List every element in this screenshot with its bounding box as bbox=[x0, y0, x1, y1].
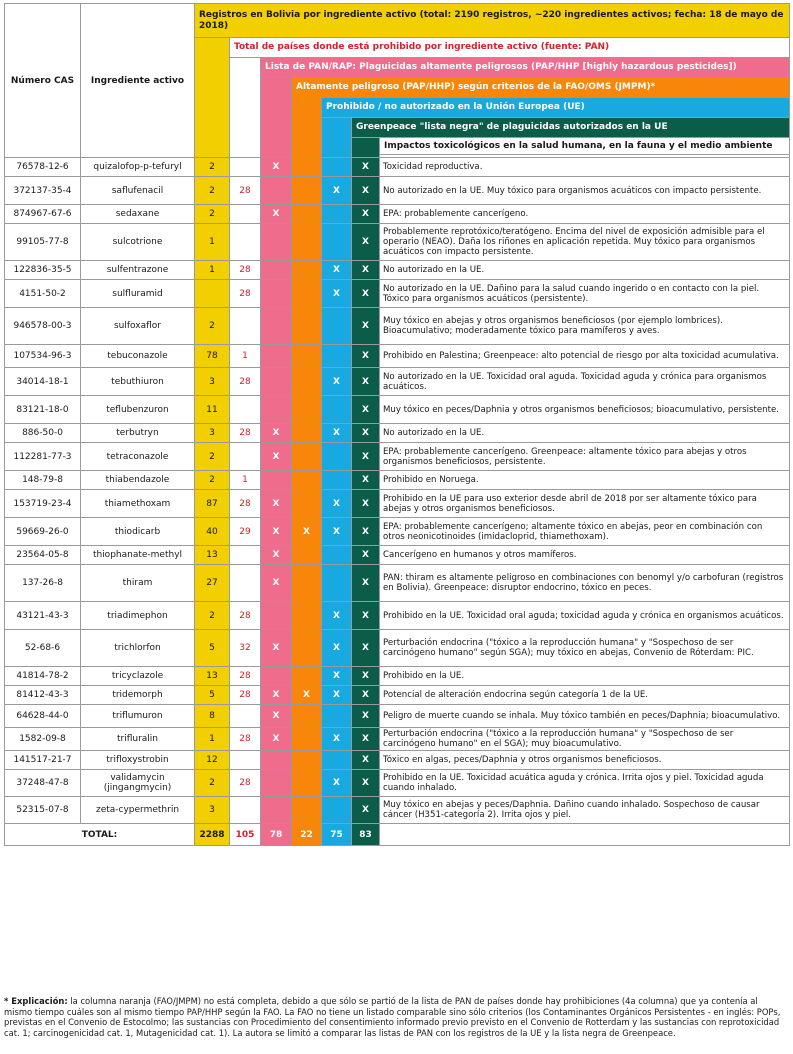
cell-ing: triflumuron bbox=[81, 705, 195, 728]
cell-cas: 81412-43-3 bbox=[5, 686, 81, 705]
cell-eu bbox=[322, 471, 352, 490]
cell-eu bbox=[322, 396, 352, 424]
cell-pro bbox=[230, 158, 261, 177]
cell-gp: X bbox=[352, 751, 380, 770]
cell-imp: Toxicidad reproductiva. bbox=[380, 158, 790, 177]
cell-pan: X bbox=[261, 565, 292, 602]
cell-cas: 41814-78-2 bbox=[5, 667, 81, 686]
cell-pan bbox=[261, 308, 292, 345]
cell-jmp bbox=[292, 368, 322, 396]
cell-pro: 28 bbox=[230, 602, 261, 630]
cell-pan: X bbox=[261, 443, 292, 471]
cell-imp: No autorizado en la UE. bbox=[380, 261, 790, 280]
total-pan: 78 bbox=[261, 824, 292, 846]
cell-eu bbox=[322, 546, 352, 565]
cell-ing: sedaxane bbox=[81, 205, 195, 224]
cell-jmp bbox=[292, 261, 322, 280]
cell-jmp bbox=[292, 770, 322, 797]
cell-pro: 28 bbox=[230, 261, 261, 280]
cell-cas: 886-50-0 bbox=[5, 424, 81, 443]
total-eu: 75 bbox=[322, 824, 352, 846]
cell-imp: EPA: probablemente cancerígeno. bbox=[380, 205, 790, 224]
cell-pro: 28 bbox=[230, 770, 261, 797]
cell-gp: X bbox=[352, 602, 380, 630]
cell-eu bbox=[322, 308, 352, 345]
cell-cas: 52315-07-8 bbox=[5, 797, 81, 824]
cell-imp: Muy tóxico en abejas y otros organismos beneficiosos (por ejemplo lombrices). Bioacumulativo; moderadamente tóxico para mamíferos y aves. bbox=[380, 308, 790, 345]
cell-imp: PAN: thiram es altamente peligroso en combinaciones con benomyl y/o carbofuran (registros en Bolivia). Greenpeace: disruptor endocrino, tóxico en peces. bbox=[380, 565, 790, 602]
cell-pan: X bbox=[261, 205, 292, 224]
header-ingredient: Ingrediente activo bbox=[81, 4, 195, 158]
cell-eu: X bbox=[322, 518, 352, 546]
cell-ing: thiamethoxam bbox=[81, 490, 195, 518]
table-row bbox=[5, 630, 790, 667]
cell-pan: X bbox=[261, 518, 292, 546]
cell-reg: 2 bbox=[195, 471, 230, 490]
table-row bbox=[5, 797, 790, 824]
cell-reg: 2 bbox=[195, 308, 230, 345]
cell-jmp bbox=[292, 280, 322, 308]
table-row bbox=[5, 345, 790, 368]
cell-eu bbox=[322, 797, 352, 824]
header-impactos: Impactos toxicológicos en la salud humana, en la fauna y el medio ambiente bbox=[380, 138, 790, 155]
table-row bbox=[5, 751, 790, 770]
cell-pan: X bbox=[261, 490, 292, 518]
cell-pan: X bbox=[261, 705, 292, 728]
cell-pro bbox=[230, 308, 261, 345]
cell-cas: 1582-09-8 bbox=[5, 728, 81, 751]
cell-pro bbox=[230, 224, 261, 261]
cell-jmp bbox=[292, 602, 322, 630]
cell-pan: X bbox=[261, 158, 292, 177]
cell-ing: sulcotrione bbox=[81, 224, 195, 261]
cell-ing: trifloxystrobin bbox=[81, 751, 195, 770]
cell-eu bbox=[322, 443, 352, 471]
cell-jmp bbox=[292, 158, 322, 177]
cell-pan: X bbox=[261, 424, 292, 443]
cell-ing: tebuconazole bbox=[81, 345, 195, 368]
cell-pro: 28 bbox=[230, 368, 261, 396]
cell-reg: 2 bbox=[195, 770, 230, 797]
cell-cas: 43121-43-3 bbox=[5, 602, 81, 630]
cell-pro bbox=[230, 205, 261, 224]
cell-ing: tridemorph bbox=[81, 686, 195, 705]
cell-cas: 107534-96-3 bbox=[5, 345, 81, 368]
table-row bbox=[5, 158, 790, 177]
cell-jmp bbox=[292, 424, 322, 443]
cell-jmp bbox=[292, 205, 322, 224]
cell-reg: 2 bbox=[195, 602, 230, 630]
cell-cas: 99105-77-8 bbox=[5, 224, 81, 261]
header-pan: Lista de PAN/RAP: Plaguicidas altamente peligrosos (PAP/HHP [highly hazardous pesticides]) bbox=[261, 58, 790, 78]
cell-gp: X bbox=[352, 177, 380, 205]
cell-gp: X bbox=[352, 546, 380, 565]
table-row bbox=[5, 565, 790, 602]
cell-gp: X bbox=[352, 396, 380, 424]
cell-imp: Prohibido en la UE. Toxicidad acuática aguda y crónica. Irrita ojos y piel. Toxicidad aguda cuando inhalado. bbox=[380, 770, 790, 797]
cell-cas: 148-79-8 bbox=[5, 471, 81, 490]
cell-reg: 3 bbox=[195, 368, 230, 396]
cell-imp: Muy tóxico en abejas y peces/Daphnia. Dañino cuando inhalado. Sospechoso de causar cáncer (H351-categoría 2). Irrita ojos y piel. bbox=[380, 797, 790, 824]
table-row bbox=[5, 224, 790, 261]
header-registros-column bbox=[195, 38, 230, 158]
cell-pan bbox=[261, 261, 292, 280]
cell-ing: teflubenzuron bbox=[81, 396, 195, 424]
cell-pan bbox=[261, 751, 292, 770]
cell-gp: X bbox=[352, 667, 380, 686]
cell-pro: 28 bbox=[230, 667, 261, 686]
cell-imp: Tóxico en algas, peces/Daphnia y otros organismos beneficiosos. bbox=[380, 751, 790, 770]
cell-gp: X bbox=[352, 368, 380, 396]
cell-ing: sulfoxaflor bbox=[81, 308, 195, 345]
cell-ing: saflufenacil bbox=[81, 177, 195, 205]
cell-pro: 1 bbox=[230, 471, 261, 490]
cell-jmp bbox=[292, 667, 322, 686]
cell-reg: 5 bbox=[195, 630, 230, 667]
cell-pro bbox=[230, 546, 261, 565]
cell-gp: X bbox=[352, 797, 380, 824]
cell-pan bbox=[261, 396, 292, 424]
total-jmp: 22 bbox=[292, 824, 322, 846]
cell-ing: thiram bbox=[81, 565, 195, 602]
cell-gp: X bbox=[352, 261, 380, 280]
table-row bbox=[5, 667, 790, 686]
cell-pro bbox=[230, 396, 261, 424]
cell-pro: 28 bbox=[230, 686, 261, 705]
cell-pro: 28 bbox=[230, 728, 261, 751]
cell-eu: X bbox=[322, 686, 352, 705]
table-row bbox=[5, 280, 790, 308]
explanation-text: la columna naranja (FAO/JMPM) no está completa, debido a que sólo se partió de la lista de PAN de países donde hay prohibiciones (4a columna) que ya contenía al mismo tiempo cuáles son al mismo tiempo PAP/HHP según la FAO. La FAO no tiene un listado comparable sino sólo criterios (los Contaminantes Orgánicos Persistentes - en inglés: POPs, previstas en el Convenio de Estocolmo; las sustancias con Procedimiento del consentimiento informado previo previsto en el Convenio de Rotterdam y las sustancias con reprotoxicidad cat. 1; carcinogenicidad cat. 1, Mutagenicidad cat. 1). La autora se limitó a comparar las listas de PAN con los registros de la UE y la lista negra de Greenpeace. bbox=[4, 996, 781, 1038]
cell-jmp bbox=[292, 396, 322, 424]
cell-pan: X bbox=[261, 728, 292, 751]
cell-jmp bbox=[292, 471, 322, 490]
cell-reg: 13 bbox=[195, 546, 230, 565]
table-row bbox=[5, 443, 790, 471]
cell-jmp bbox=[292, 308, 322, 345]
cell-pro bbox=[230, 705, 261, 728]
table-row bbox=[5, 705, 790, 728]
cell-cas: 23564-05-8 bbox=[5, 546, 81, 565]
cell-imp: Prohibido en Palestina; Greenpeace: alto potencial de riesgo por alta toxicidad acumulativa. bbox=[380, 345, 790, 368]
table-row bbox=[5, 602, 790, 630]
cell-gp: X bbox=[352, 345, 380, 368]
cell-gp: X bbox=[352, 280, 380, 308]
cell-pan bbox=[261, 224, 292, 261]
total-pro: 105 bbox=[230, 824, 261, 846]
cell-eu: X bbox=[322, 602, 352, 630]
cell-imp: Probablemente reprotóxico/teratógeno. Encima del nivel de exposición admisible para el operario (NEAO). Daña los riñones en aplicación repetida. Muy tóxico para organismos acuáticos con impacto persistente. bbox=[380, 224, 790, 261]
cell-jmp bbox=[292, 728, 322, 751]
cell-pro bbox=[230, 751, 261, 770]
cell-gp: X bbox=[352, 686, 380, 705]
cell-eu bbox=[322, 345, 352, 368]
cell-reg: 5 bbox=[195, 686, 230, 705]
total-reg: 2288 bbox=[195, 824, 230, 846]
table-row bbox=[5, 396, 790, 424]
cell-eu bbox=[322, 705, 352, 728]
table-row bbox=[5, 368, 790, 396]
cell-ing: terbutryn bbox=[81, 424, 195, 443]
cell-imp: No autorizado en la UE. Muy tóxico para organismos acuáticos con impacto persistente. bbox=[380, 177, 790, 205]
cell-imp: No autorizado en la UE. Toxicidad oral aguda. Toxicidad aguda y crónica para organismos acuáticos. bbox=[380, 368, 790, 396]
cell-eu: X bbox=[322, 770, 352, 797]
cell-ing: tricyclazole bbox=[81, 667, 195, 686]
table-row bbox=[5, 728, 790, 751]
cell-ing: validamycin (jingangmycin) bbox=[81, 770, 195, 797]
cell-pan bbox=[261, 770, 292, 797]
cell-gp: X bbox=[352, 630, 380, 667]
cell-eu bbox=[322, 158, 352, 177]
cell-gp: X bbox=[352, 770, 380, 797]
cell-pan bbox=[261, 667, 292, 686]
table-row bbox=[5, 308, 790, 345]
cell-reg: 11 bbox=[195, 396, 230, 424]
cell-eu bbox=[322, 565, 352, 602]
cell-imp: No autorizado en la UE. Dañino para la salud cuando ingerido o en contacto con la piel. Tóxico para organismos acuáticos (persistente). bbox=[380, 280, 790, 308]
cell-pan bbox=[261, 280, 292, 308]
cell-reg: 8 bbox=[195, 705, 230, 728]
cell-ing: trifluralin bbox=[81, 728, 195, 751]
cell-pan: X bbox=[261, 630, 292, 667]
header-greenpeace: Greenpeace "lista negra" de plaguicidas autorizados en la UE bbox=[352, 118, 790, 138]
total-row bbox=[5, 824, 790, 846]
header-jmpm: Altamente peligroso (PAP/HHP) según criterios de la FAO/OMS (JMPM)* bbox=[292, 78, 790, 98]
table-row bbox=[5, 205, 790, 224]
cell-ing: trichlorfon bbox=[81, 630, 195, 667]
cell-jmp bbox=[292, 345, 322, 368]
cell-reg: 1 bbox=[195, 261, 230, 280]
cell-jmp bbox=[292, 490, 322, 518]
cell-gp: X bbox=[352, 728, 380, 751]
cell-ing: sulfluramid bbox=[81, 280, 195, 308]
header-cas: Número CAS bbox=[5, 4, 81, 158]
cell-cas: 112281-77-3 bbox=[5, 443, 81, 471]
cell-gp: X bbox=[352, 443, 380, 471]
cell-cas: 76578-12-6 bbox=[5, 158, 81, 177]
header-prohibido-column bbox=[230, 58, 261, 158]
cell-gp: X bbox=[352, 308, 380, 345]
cell-cas: 122836-35-5 bbox=[5, 261, 81, 280]
cell-gp: X bbox=[352, 490, 380, 518]
pesticides-table bbox=[4, 3, 790, 846]
cell-cas: 141517-21-7 bbox=[5, 751, 81, 770]
cell-pan bbox=[261, 602, 292, 630]
cell-pan bbox=[261, 177, 292, 205]
cell-reg: 1 bbox=[195, 728, 230, 751]
cell-imp: Potencial de alteración endocrina según categoría 1 de la UE. bbox=[380, 686, 790, 705]
cell-jmp bbox=[292, 705, 322, 728]
cell-gp: X bbox=[352, 565, 380, 602]
cell-cas: 37248-47-8 bbox=[5, 770, 81, 797]
total-gp: 83 bbox=[352, 824, 380, 846]
cell-jmp bbox=[292, 797, 322, 824]
cell-pro bbox=[230, 443, 261, 471]
header-registros: Registros en Bolivia por ingrediente activo (total: 2190 registros, ~220 ingredientes activos; fecha: 18 de mayo de 2018) bbox=[195, 4, 790, 38]
cell-jmp bbox=[292, 751, 322, 770]
explanation-note bbox=[4, 996, 788, 1038]
cell-pro: 28 bbox=[230, 424, 261, 443]
cell-imp: Prohibido en la UE. bbox=[380, 667, 790, 686]
cell-gp: X bbox=[352, 424, 380, 443]
cell-jmp bbox=[292, 443, 322, 471]
cell-cas: 83121-18-0 bbox=[5, 396, 81, 424]
cell-gp: X bbox=[352, 518, 380, 546]
cell-gp: X bbox=[352, 705, 380, 728]
cell-jmp: X bbox=[292, 518, 322, 546]
cell-imp: Perturbación endocrina ("tóxico a la reproducción humana" y "Sospechoso de ser carcinógeno humano" en el SGA); muy bioacumulativo. bbox=[380, 728, 790, 751]
cell-pro: 28 bbox=[230, 280, 261, 308]
cell-ing: thiodicarb bbox=[81, 518, 195, 546]
cell-eu: X bbox=[322, 490, 352, 518]
header-ue: Prohibido / no autorizado en la Unión Europea (UE) bbox=[322, 98, 790, 118]
cell-reg: 78 bbox=[195, 345, 230, 368]
cell-cas: 4151-50-2 bbox=[5, 280, 81, 308]
cell-reg: 40 bbox=[195, 518, 230, 546]
cell-eu: X bbox=[322, 368, 352, 396]
cell-cas: 34014-18-1 bbox=[5, 368, 81, 396]
table-row bbox=[5, 518, 790, 546]
cell-eu bbox=[322, 751, 352, 770]
cell-reg: 2 bbox=[195, 205, 230, 224]
cell-imp: Peligro de muerte cuando se inhala. Muy tóxico también en peces/Daphnia; bioacumulativo. bbox=[380, 705, 790, 728]
table-row bbox=[5, 177, 790, 205]
cell-pan: X bbox=[261, 546, 292, 565]
cell-ing: zeta-cypermethrin bbox=[81, 797, 195, 824]
table-row bbox=[5, 424, 790, 443]
cell-jmp bbox=[292, 630, 322, 667]
table-row bbox=[5, 490, 790, 518]
cell-imp: Prohibido en la UE para uso exterior desde abril de 2018 por ser altamente tóxico para abejas y otros organismos beneficiosos. bbox=[380, 490, 790, 518]
total-label: TOTAL: bbox=[5, 824, 195, 846]
cell-cas: 946578-00-3 bbox=[5, 308, 81, 345]
cell-reg: 13 bbox=[195, 667, 230, 686]
header-greenpeace-column bbox=[352, 138, 380, 158]
cell-reg: 3 bbox=[195, 797, 230, 824]
cell-reg bbox=[195, 280, 230, 308]
cell-ing: triadimephon bbox=[81, 602, 195, 630]
explanation-lead: * Explicación: bbox=[4, 996, 68, 1006]
cell-eu: X bbox=[322, 261, 352, 280]
cell-imp: Prohibido en la UE. Toxicidad oral aguda; toxicidad aguda y crónica en organismos acuáticos. bbox=[380, 602, 790, 630]
cell-gp: X bbox=[352, 205, 380, 224]
cell-pan bbox=[261, 471, 292, 490]
header-ue-column bbox=[322, 118, 352, 158]
header-pan-column bbox=[261, 78, 292, 158]
cell-eu bbox=[322, 224, 352, 261]
cell-eu: X bbox=[322, 728, 352, 751]
cell-ing: tetraconazole bbox=[81, 443, 195, 471]
table-row bbox=[5, 546, 790, 565]
cell-pro bbox=[230, 565, 261, 602]
cell-pro: 28 bbox=[230, 177, 261, 205]
cell-cas: 59669-26-0 bbox=[5, 518, 81, 546]
cell-imp: Muy tóxico en peces/Daphnia y otros organismos beneficiosos; bioacumulativo, persistente. bbox=[380, 396, 790, 424]
cell-gp: X bbox=[352, 224, 380, 261]
cell-eu: X bbox=[322, 667, 352, 686]
cell-cas: 52-68-6 bbox=[5, 630, 81, 667]
cell-reg: 3 bbox=[195, 424, 230, 443]
cell-imp: Prohibido en Noruega. bbox=[380, 471, 790, 490]
cell-jmp bbox=[292, 224, 322, 261]
cell-reg: 87 bbox=[195, 490, 230, 518]
cell-ing: sulfentrazone bbox=[81, 261, 195, 280]
cell-pro: 32 bbox=[230, 630, 261, 667]
cell-gp: X bbox=[352, 158, 380, 177]
cell-ing: tebuthiuron bbox=[81, 368, 195, 396]
cell-reg: 27 bbox=[195, 565, 230, 602]
cell-imp: EPA: probablemente cancerígeno. Greenpeace: altamente tóxico para abejas y otros organismos beneficiosos, persistente. bbox=[380, 443, 790, 471]
cell-eu: X bbox=[322, 280, 352, 308]
cell-ing: thiabendazole bbox=[81, 471, 195, 490]
cell-ing: quizalofop-p-tefuryl bbox=[81, 158, 195, 177]
table-row bbox=[5, 770, 790, 797]
table-row bbox=[5, 686, 790, 705]
cell-eu bbox=[322, 205, 352, 224]
cell-reg: 2 bbox=[195, 177, 230, 205]
cell-imp: EPA: probablemente cancerígeno; altamente tóxico en abejas, peor en combinación con otros neonicotinoides (imidacloprid, thiamethoxam). bbox=[380, 518, 790, 546]
total-empty bbox=[380, 824, 790, 846]
cell-cas: 137-26-8 bbox=[5, 565, 81, 602]
header-jmpm-column bbox=[292, 98, 322, 158]
cell-pan bbox=[261, 368, 292, 396]
cell-pro bbox=[230, 797, 261, 824]
cell-reg: 1 bbox=[195, 224, 230, 261]
cell-cas: 372137-35-4 bbox=[5, 177, 81, 205]
cell-reg: 2 bbox=[195, 443, 230, 471]
cell-reg: 12 bbox=[195, 751, 230, 770]
cell-imp: Perturbación endocrina ("tóxico a la reproducción humana" y "Sospechoso de ser carcinógeno humano" según SGA); muy tóxico en abejas, Convenio de Róterdam: PIC. bbox=[380, 630, 790, 667]
cell-pro: 1 bbox=[230, 345, 261, 368]
header-prohibido: Total de países donde está prohibido por ingrediente activo (fuente: PAN) bbox=[230, 38, 790, 58]
cell-pro: 29 bbox=[230, 518, 261, 546]
cell-imp: No autorizado en la UE. bbox=[380, 424, 790, 443]
cell-reg: 2 bbox=[195, 158, 230, 177]
cell-jmp: X bbox=[292, 686, 322, 705]
cell-gp: X bbox=[352, 471, 380, 490]
cell-pan: X bbox=[261, 686, 292, 705]
cell-cas: 64628-44-0 bbox=[5, 705, 81, 728]
cell-pan bbox=[261, 797, 292, 824]
cell-eu: X bbox=[322, 630, 352, 667]
cell-eu: X bbox=[322, 424, 352, 443]
cell-ing: thiophanate-methyl bbox=[81, 546, 195, 565]
cell-cas: 874967-67-6 bbox=[5, 205, 81, 224]
table-row bbox=[5, 471, 790, 490]
cell-pan bbox=[261, 345, 292, 368]
cell-pro: 28 bbox=[230, 490, 261, 518]
cell-jmp bbox=[292, 546, 322, 565]
cell-jmp bbox=[292, 177, 322, 205]
cell-cas: 153719-23-4 bbox=[5, 490, 81, 518]
cell-eu: X bbox=[322, 177, 352, 205]
cell-jmp bbox=[292, 565, 322, 602]
cell-imp: Cancerígeno en humanos y otros mamíferos. bbox=[380, 546, 790, 565]
table-row bbox=[5, 261, 790, 280]
